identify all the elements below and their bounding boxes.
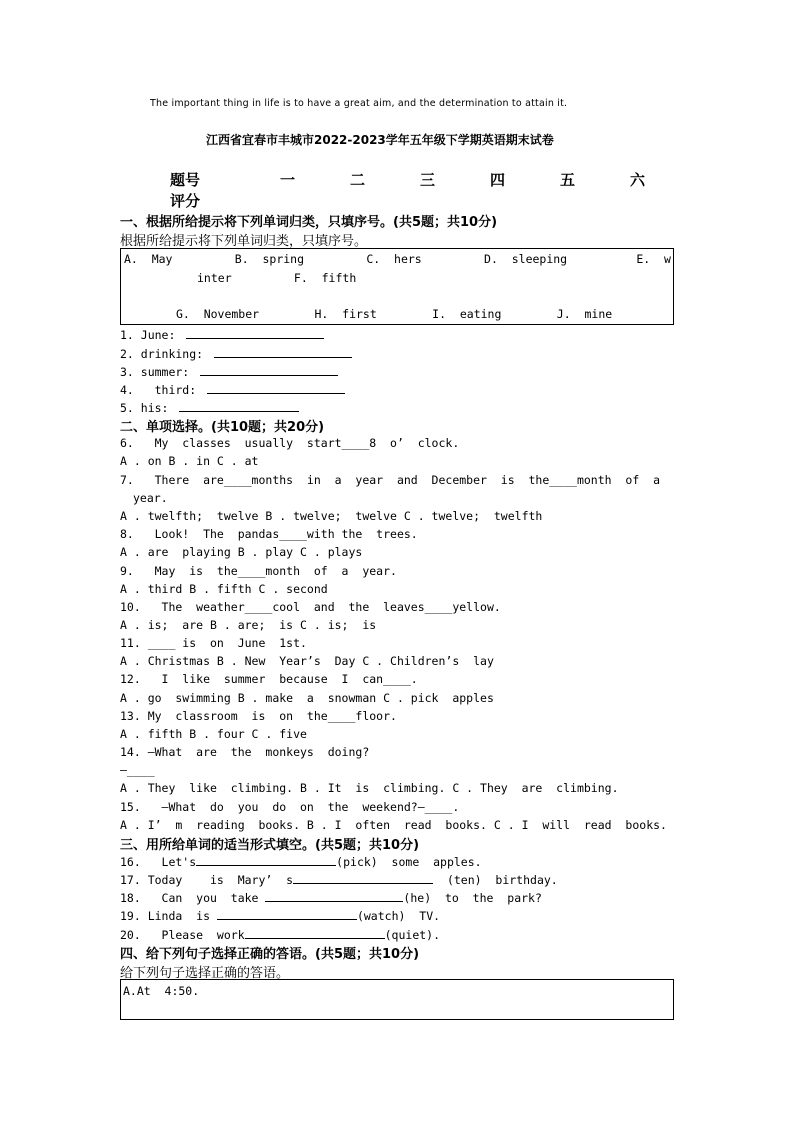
section-2-line: A . on B . in C . at xyxy=(120,454,259,468)
section-1-subtitle: 根据所给提示将下列单词归类，只填序号。 xyxy=(120,234,368,249)
section-2-line: A . I’ m reading books. B . I often read books. C . I will read books. xyxy=(120,818,667,832)
score-col-3: 三 xyxy=(420,171,436,189)
question-3: 3. summer: xyxy=(120,364,338,379)
question-4: 4. third: xyxy=(120,382,345,397)
question-16: 16. Let's (pick) some apples. xyxy=(120,855,482,869)
section-2-line: 11. ____ is on June 1st. xyxy=(120,636,307,650)
question-20: 20. Please work (quiet). xyxy=(120,928,441,942)
motto: The important thing in life is to have a great aim, and the determination to attain it. xyxy=(150,98,568,109)
section-2-line: 6. My classes usually start____8 o’ clock. xyxy=(120,436,460,450)
section-2-line: A . twelfth; twelve B . twelve; twelve C . twelve; twelfth xyxy=(120,509,543,523)
section-2-line: A . They like climbing. B . It is climbing. C . They are climbing. xyxy=(120,781,619,795)
score-table-score-label: 评分 xyxy=(170,192,201,210)
section-2-line: 13. My classroom is on the____floor. xyxy=(120,709,397,723)
question-5: 5. his: xyxy=(120,400,299,415)
section-4-title: 四、给下列句子选择正确的答语。(共5题；共10分) xyxy=(120,947,420,962)
score-col-2: 二 xyxy=(350,171,366,189)
answer-options-box xyxy=(120,979,674,1020)
section-2-line: year. xyxy=(133,491,168,505)
section-2-line: A . is; are B . are; is C . is; is xyxy=(120,618,377,632)
section-2-line: A . Christmas B . New Year’s Day C . Children’s lay xyxy=(120,654,494,668)
score-col-1: 一 xyxy=(280,171,296,189)
score-col-5: 五 xyxy=(560,171,576,189)
section-1-title: 一、根据所给提示将下列单词归类，只填序号。(共5题；共10分) xyxy=(120,215,498,230)
word-bank-line-1: A. May B. spring C. hers D. sleeping E. w xyxy=(124,252,671,266)
question-19: 19. Linda is (watch) TV. xyxy=(120,909,441,923)
section-2-line: 12. I like summer because I can____. xyxy=(120,672,418,686)
word-bank-line-2: inter F. fifth xyxy=(197,271,357,285)
section-2-line: A . are playing B . play C . plays xyxy=(120,545,363,559)
section-4-subtitle: 给下列句子选择正确的答语。 xyxy=(120,966,290,981)
question-2: 2. drinking: xyxy=(120,346,352,361)
score-col-4: 四 xyxy=(490,171,506,189)
section-2-line: 10. The weather____cool and the leaves____yellow. xyxy=(120,600,501,614)
page-title: 江西省宜春市丰城市2022-2023学年五年级下学期英语期末试卷 xyxy=(206,133,554,147)
section-2-line: A . third B . fifth C . second xyxy=(120,582,328,596)
score-table-number-label: 题号 xyxy=(170,171,201,189)
section-3-title: 三、用所给单词的适当形式填空。(共5题；共10分) xyxy=(120,838,420,853)
section-2-title: 二、单项选择。(共10题；共20分) xyxy=(120,420,325,435)
section-2-line: A . fifth B . four C . five xyxy=(120,727,307,741)
section-2-line: A . go swimming B . make a snowman C . pick apples xyxy=(120,691,494,705)
section-2-line: 9. May is the____month of a year. xyxy=(120,564,397,578)
section-2-line: 8. Look! The pandas____with the trees. xyxy=(120,527,418,541)
section-2-line: 14. —What are the monkeys doing? xyxy=(120,745,370,759)
score-col-6: 六 xyxy=(630,171,646,189)
answer-option-a: A.At 4:50. xyxy=(123,984,200,998)
question-1: 1. June: xyxy=(120,327,324,342)
section-2-line: —____ xyxy=(120,763,155,777)
question-18: 18. Can you take (he) to the park? xyxy=(120,891,542,905)
word-bank-line-3: G. November H. first I. eating J. mine xyxy=(176,307,613,321)
question-17: 17. Today is Mary’ s (ten) birthday. xyxy=(120,873,558,887)
section-2-line: 7. There are____months in a year and December is the____month of a xyxy=(120,473,661,487)
section-2-line: 15. —What do you do on the weekend?—____. xyxy=(120,800,460,814)
